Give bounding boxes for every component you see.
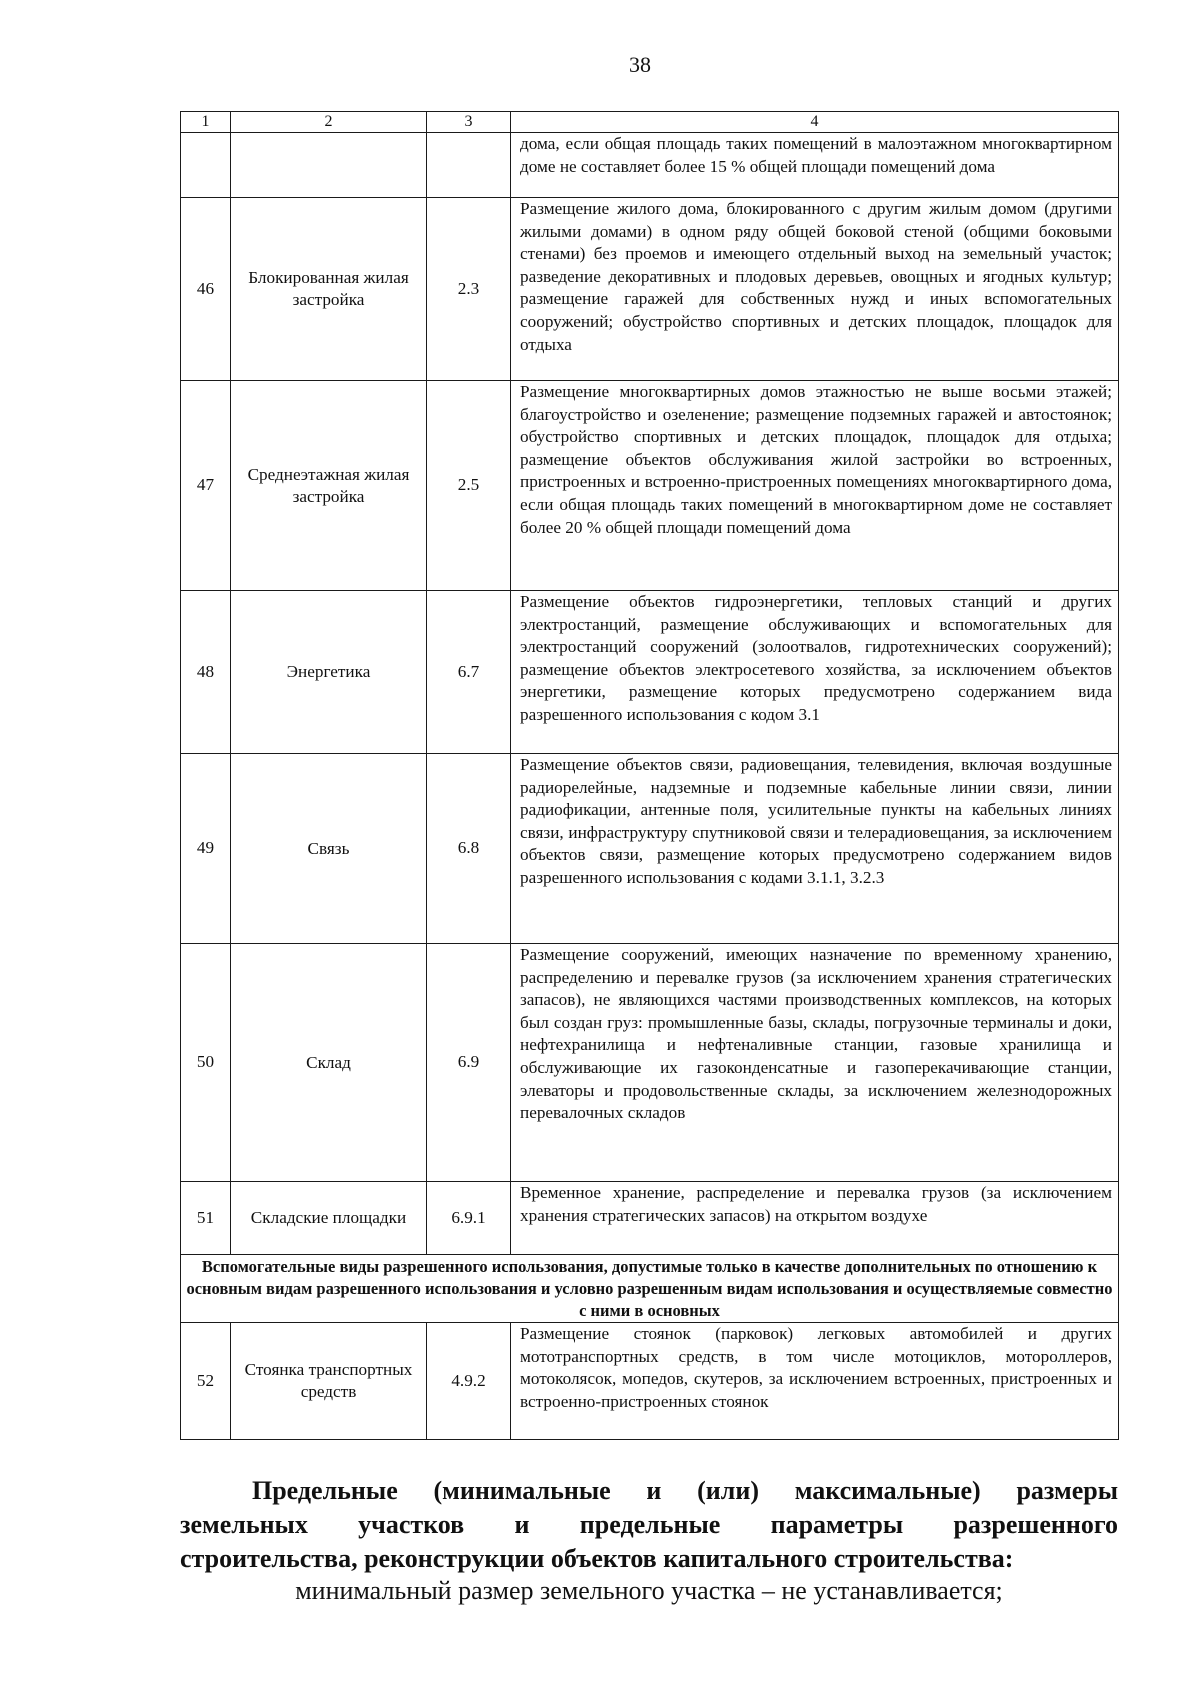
row-description: дома, если общая площадь таких помещений в малоэтажном многоквартирном доме не составляет более 15 % общей площади помещений дома: [511, 133, 1119, 198]
row-name: Среднеэтажная жилая застройка: [231, 381, 427, 591]
row-description: Размещение сооружений, имеющих назначение по временному хранению, распределению и перевалке грузов (за исключением хранения стратегических запасов), не являющихся частями производственных комплексов, на которых был создан груз: промышленные базы, склады, погрузочные терминалы и доки, нефтехранилища и нефтеналивные станции, газовые хранилища и обслуживающие их газоконденсатные и газоперекачивающие станции, элеваторы и продовольственные склады, за исключением железнодорожных перевалочных складов: [511, 944, 1119, 1182]
table-row: [181, 754, 1119, 944]
row-code: 4.9.2: [427, 1323, 511, 1440]
row-number: 47: [181, 381, 231, 591]
row-code: 6.8: [427, 754, 511, 944]
table-row: [181, 591, 1119, 754]
row-description: Размещение многоквартирных домов этажностью не выше восьми этажей; благоустройство и озеленение; размещение подземных гаражей и автостоянок; обустройство спортивных и детских площадок, площадок для отдыха; размещение объектов обслуживания жилой застройки во встроенных, пристроенных и встроенно-пристроенных помещениях многоквартирного дома, если общая площадь таких помещений в многоквартирном доме не составляет более 20 % общей площади помещений дома: [511, 381, 1119, 591]
table-row: [181, 198, 1119, 381]
body-paragraph: минимальный размер земельного участка – не устанавливается;: [295, 1576, 1003, 1605]
section-heading-row: [181, 1255, 1119, 1323]
row-description: Размещение жилого дома, блокированного с другим жилым домом (другими жилыми домами) в одном ряду общей боковой стеной (общими боковыми стенами) без проемов и имеющего отдельный выход на земельный участок; разведение декоративных и плодовых деревьев, овощных и ягодных культур; размещение гаражей для собственных нужд и иных вспомогательных сооружений; обустройство спортивных и детских площадок, площадок для отдыха: [511, 198, 1119, 381]
row-name: Энергетика: [231, 591, 427, 754]
row-number: 52: [181, 1323, 231, 1440]
page-number: 38: [629, 52, 651, 77]
row-number: 49: [181, 754, 231, 944]
table-row: [181, 1323, 1119, 1440]
section-title-line: земельных участков и предельные параметры разрешенного: [180, 1510, 1118, 1539]
row-code: 6.7: [427, 591, 511, 754]
section-title-line: строительства, реконструкции объектов капитального строительства:: [180, 1544, 1014, 1573]
row-code: [427, 133, 511, 198]
row-number: 50: [181, 944, 231, 1182]
section-title: [180, 1474, 1118, 1576]
row-name: Блокированная жилая застройка: [231, 198, 427, 381]
table-row-continuation: [181, 133, 1119, 198]
row-name: Связь: [231, 754, 427, 944]
column-header: 1: [181, 112, 231, 133]
row-name: Складские площадки: [231, 1182, 427, 1255]
section-title-line: Предельные (минимальные и (или) максимальные) размеры: [252, 1476, 1118, 1505]
row-code: 2.3: [427, 198, 511, 381]
row-number: 48: [181, 591, 231, 754]
land-use-table: [180, 111, 1119, 1440]
row-description: Размещение объектов связи, радиовещания, телевидения, включая воздушные радиорелейные, надземные и подземные кабельные линии связи, линии радиофикации, антенные поля, усилительные пункты на кабельных линиях связи, инфраструктуру спутниковой связи и телерадиовещания, за исключением объектов связи, размещение которых предусмотрено содержанием видов разрешенного использования с кодами 3.1.1, 3.2.3: [511, 754, 1119, 944]
row-number: [181, 133, 231, 198]
row-description: Временное хранение, распределение и перевалка грузов (за исключением хранения стратегических запасов) на открытом воздухе: [511, 1182, 1119, 1255]
column-header: 2: [231, 112, 427, 133]
table-row: [181, 381, 1119, 591]
table-row: [181, 944, 1119, 1182]
section-heading: Вспомогательные виды разрешенного использования, допустимые только в качестве дополнительных по отношению к основным видам разрешенного использования и условно разрешенным видам использования и осуществляемые совместно с ними в основных: [181, 1255, 1119, 1323]
column-header: 3: [427, 112, 511, 133]
row-number: 46: [181, 198, 231, 381]
row-name: Склад: [231, 944, 427, 1182]
row-code: 6.9: [427, 944, 511, 1182]
row-description: Размещение стоянок (парковок) легковых автомобилей и других мототранспортных средств, в том числе мотоциклов, мотороллеров, мотоколясок, мопедов, скутеров, за исключением встроенных, пристроенных и встроенно-пристроенных стоянок: [511, 1323, 1119, 1440]
row-name: Стоянка транспортных средств: [231, 1323, 427, 1440]
column-header: 4: [511, 112, 1119, 133]
table-row: [181, 1182, 1119, 1255]
row-name: [231, 133, 427, 198]
row-code: 6.9.1: [427, 1182, 511, 1255]
table-header-row: [181, 112, 1119, 133]
row-description: Размещение объектов гидроэнергетики, тепловых станций и других электростанций, размещение обслуживающих и вспомогательных для электростанций сооружений (золоотвалов, гидротехнических сооружений); размещение объектов электросетевого хозяйства, за исключением объектов энергетики, размещение которых предусмотрено содержанием вида разрешенного использования с кодом 3.1: [511, 591, 1119, 754]
row-number: 51: [181, 1182, 231, 1255]
row-code: 2.5: [427, 381, 511, 591]
